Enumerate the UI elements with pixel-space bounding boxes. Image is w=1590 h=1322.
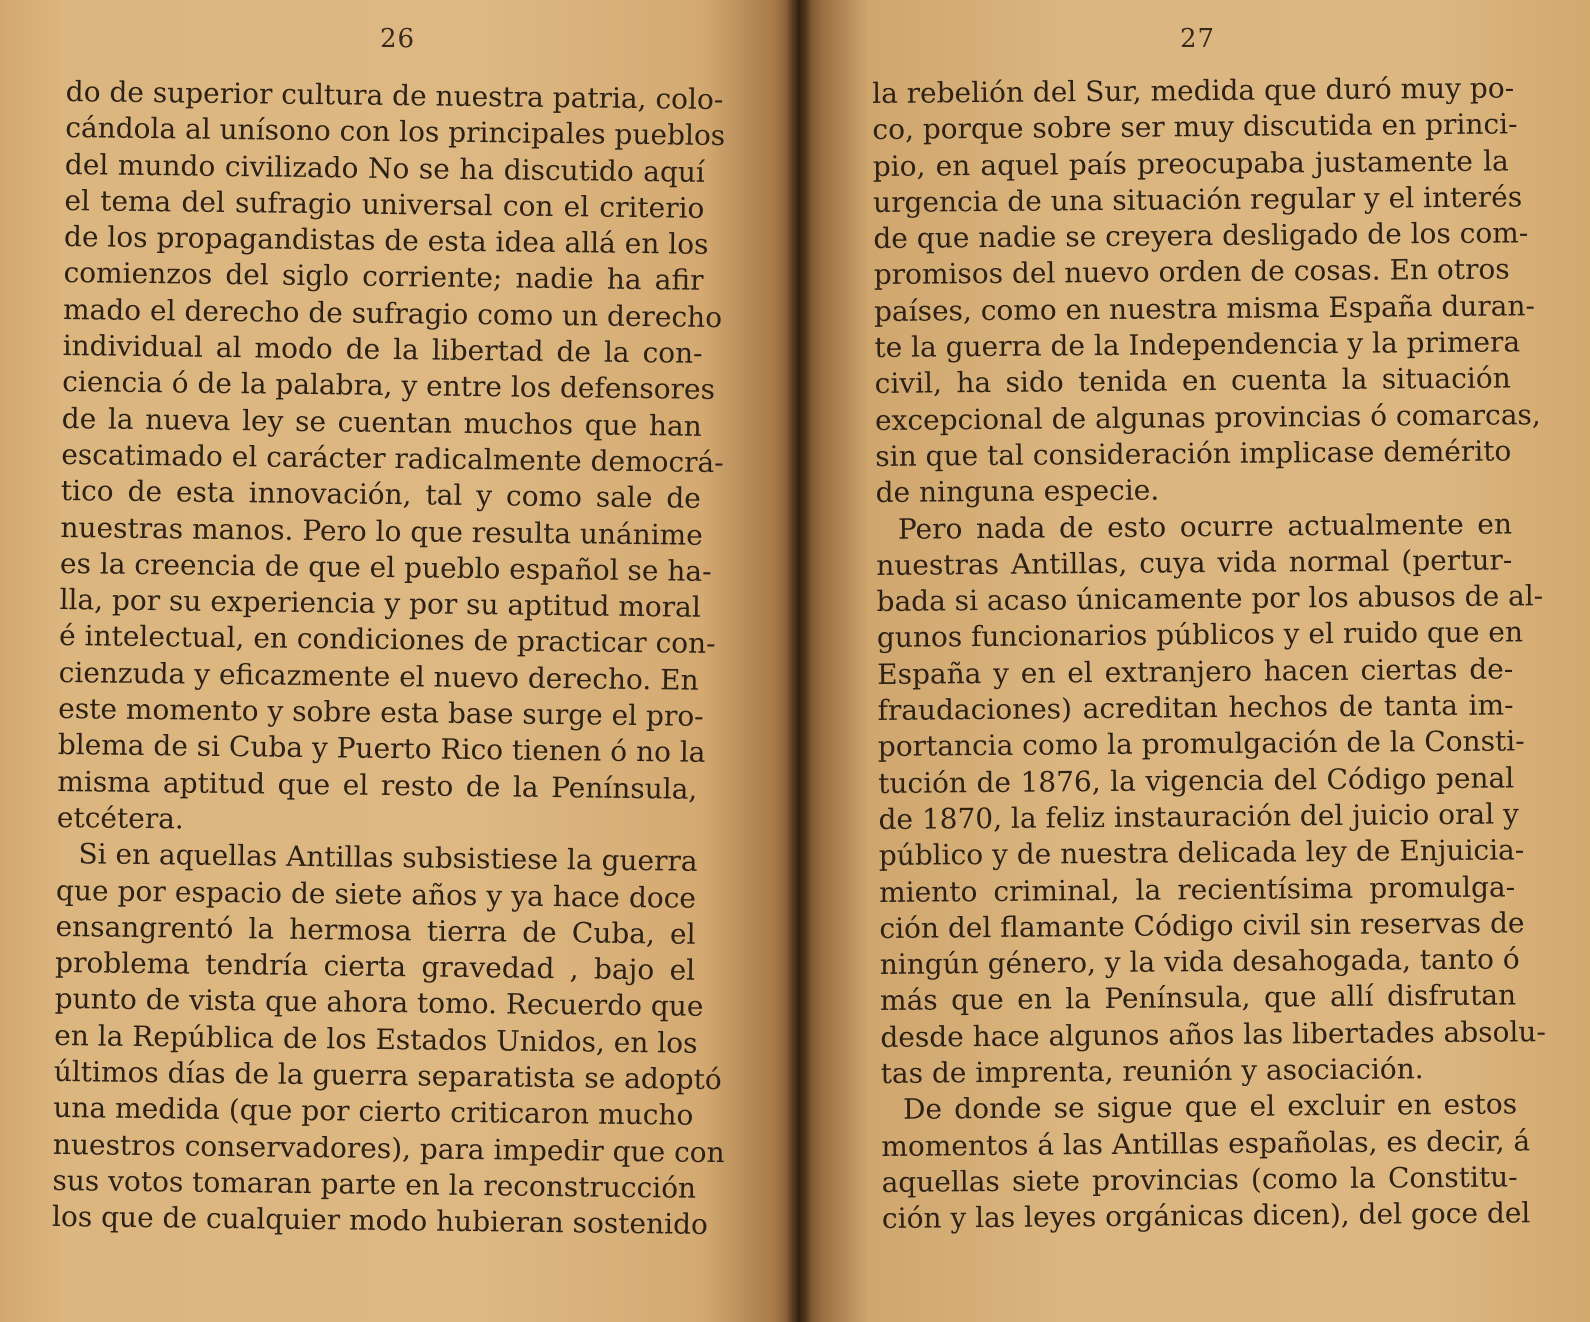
text-line: más que en la Península, que allí disfrutan — [879, 978, 1517, 1018]
text-line: del mundo civilizado No se ha discutido aquí — [64, 147, 706, 189]
text-line: sin que tal consideración implicase demérito — [875, 434, 1512, 473]
text-line: público y de nuestra delicada ley de Enjuicia- — [878, 833, 1525, 873]
text-line: comienzos del siglo corriente; nadie ha afir — [63, 256, 704, 298]
text-line: de los propagandistas de esta idea allá en los — [63, 220, 709, 262]
text-line: punto de vista que ahora tomo. Recuerdo que — [54, 982, 704, 1024]
text-line: ción del flamante Código civil sin reservas de — [879, 906, 1525, 945]
text-line: Pero nada de esto ocurre actualmente en — [897, 506, 1513, 546]
text-line: cienzuda y eficazmente el nuevo derecho. En — [58, 655, 699, 697]
text-line: etcétera. — [56, 800, 184, 836]
text-line: promisos del nuevo orden de cosas. En otros — [873, 252, 1510, 292]
text-line: de que nadie se creyera desligado de los com- — [873, 216, 1529, 256]
book-gutter — [786, 0, 812, 1322]
page-number: 27 — [1180, 24, 1216, 54]
text-line: nuestros conservadores), para impedir que con — [52, 1127, 725, 1169]
text-line: De donde se sigue que el excluir en estos — [902, 1087, 1518, 1127]
text-line: problema tendría cierta gravedad , bajo el — [54, 946, 696, 987]
text-line: de la nueva ley se cuentan muchos que han — [61, 401, 702, 443]
text-line: una medida (que por cierto criticaron mucho — [53, 1091, 694, 1133]
text-line: tas de imprenta, reunión y asociación. — [880, 1052, 1424, 1090]
text-line: ensangrentó la hermosa tierra de Cuba, el — [55, 909, 696, 951]
page-text — [872, 70, 1546, 1237]
text-line: que por espacio de siete años y ya hace doce — [55, 873, 697, 915]
text-line: desde hace algunos años las libertades absolu- — [880, 1014, 1546, 1054]
text-line: mado el derecho de sufragio como un derecho — [62, 292, 723, 334]
text-line: gunos funcionarios públicos y el ruido que en — [876, 615, 1524, 655]
text-line: civil, ha sido tenida en cuenta la situación — [874, 361, 1511, 401]
text-line: nuestras Antillas, cuya vida normal (pertur- — [876, 543, 1513, 582]
text-line: tución de 1876, la vigencia del Código penal — [878, 761, 1515, 800]
text-line: España y en el extranjero hacen ciertas de- — [877, 652, 1514, 691]
text-line: en la República de los Estados Unidos, en los — [54, 1018, 698, 1060]
text-line: bada si acaso únicamente por los abusos de al- — [876, 579, 1544, 619]
text-line: últimos días de la guerra separatista se adoptó — [53, 1054, 722, 1097]
page-number: 26 — [380, 24, 416, 54]
text-line: de 1870, la feliz instauración del juicio oral y — [878, 797, 1519, 836]
text-line: pio, en aquel país preocupaba justamente la — [872, 144, 1509, 183]
text-line: ción y las leyes orgánicas dicen), del goce del — [881, 1196, 1531, 1236]
right-page — [798, 0, 1590, 1322]
text-line: ciencia ó de la palabra, y entre los defensores — [62, 365, 716, 407]
text-line: excepcional de algunas provincias ó comarcas, — [874, 397, 1541, 437]
text-line: fraudaciones) acreditan hechos de tanta im- — [877, 688, 1514, 728]
text-line: misma aptitud que el resto de la Península, — [57, 764, 698, 806]
page-text — [51, 74, 726, 1243]
text-line: lla, por su experiencia y por su aptitud moral — [59, 583, 701, 624]
text-line: Si en aquellas Antillas subsistiese la guerra — [78, 837, 698, 879]
text-line: urgencia de una situación regular y el interés — [872, 180, 1523, 219]
text-line: momentos á las Antillas españolas, es decir, á — [881, 1123, 1531, 1163]
text-line: escatimado el carácter radicalmente democrá- — [61, 437, 724, 480]
text-line: do de superior cultura de nuestra patria, colo- — [65, 74, 724, 117]
text-line: cándola al unísono con los principales pueblos — [65, 111, 726, 153]
text-line: tico de esta innovación, tal y como sale de — [60, 474, 702, 516]
text-line: la rebelión del Sur, medida que duró muy po- — [872, 71, 1515, 110]
text-line: miento criminal, la recientísima promulga- — [878, 869, 1516, 909]
text-line: este momento y sobre esta base surge el pro- — [58, 692, 704, 733]
text-line: de ninguna especie. — [875, 473, 1160, 510]
text-line: te la guerra de la Independencia y la primera — [874, 325, 1521, 365]
text-line: sus votos tomaran parte en la reconstrucción — [52, 1163, 697, 1205]
text-line: blema de si Cuba y Puerto Rico tienen ó no la — [57, 728, 706, 770]
text-line: é intelectual, en condiciones de practicar con- — [58, 619, 716, 661]
text-line: es la creencia de que el pueblo español se ha- — [59, 546, 712, 588]
text-line: nuestras manos. Pero lo que resulta unánime — [60, 510, 703, 552]
text-line: co, porque sobre ser muy discutida en princi- — [872, 107, 1518, 147]
text-line: portancia como la promulgación de la Consti- — [877, 724, 1525, 764]
text-line: individual al modo de la libertad de la con- — [62, 329, 703, 370]
text-line: los que de cualquier modo hubieran sostenido — [51, 1200, 709, 1242]
text-line: países, como en nuestra misma España duran- — [873, 289, 1536, 328]
text-line: aquellas siete provincias (como la Constitu- — [881, 1160, 1518, 1199]
text-line: ningún género, y la vida desahogada, tanto ó — [879, 942, 1520, 982]
text-line: el tema del sufragio universal con el criterio — [64, 183, 705, 225]
